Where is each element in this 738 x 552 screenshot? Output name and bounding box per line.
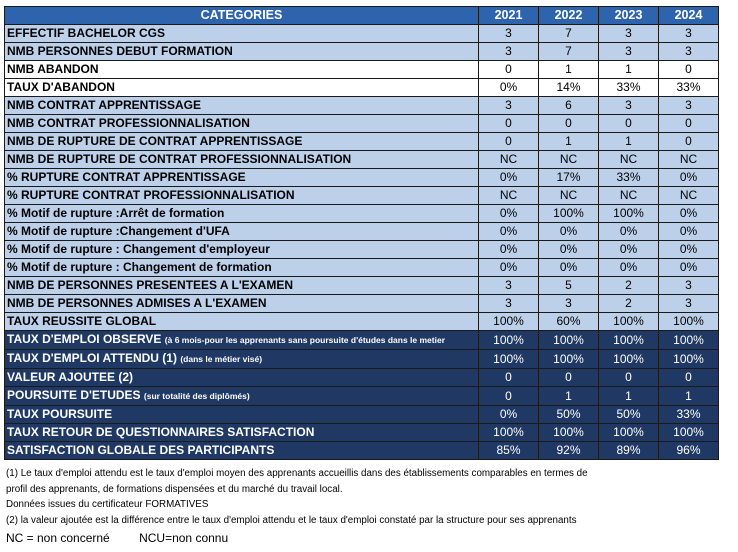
row-label: % Motif de rupture :Changement d'UFA bbox=[7, 224, 230, 238]
table-row bbox=[5, 295, 719, 313]
value-cell-2023: 50% bbox=[599, 406, 659, 424]
value-cell-2023: 0% bbox=[599, 223, 659, 241]
table-row bbox=[5, 313, 719, 331]
value-cell-2021: 0% bbox=[479, 169, 539, 187]
value-cell-2021: 100% bbox=[479, 313, 539, 331]
table-row bbox=[5, 277, 719, 295]
row-label: SATISFACTION GLOBALE DES PARTICIPANTS bbox=[7, 443, 275, 457]
table-row bbox=[5, 387, 719, 406]
row-label-cell bbox=[5, 387, 479, 406]
value-cell-2023: 2 bbox=[599, 277, 659, 295]
value-cell-2021: NC bbox=[479, 151, 539, 169]
footnote-line: (2) la valeur ajoutée est la différence entre le taux d'emploi attendu et le taux d'emploi constaté par la structure pour ses apprenants bbox=[6, 514, 577, 526]
row-label-cell bbox=[5, 25, 479, 43]
value-cell-2022: 1 bbox=[539, 133, 599, 151]
value-cell-2022: 7 bbox=[539, 43, 599, 61]
value-cell-2022: 6 bbox=[539, 97, 599, 115]
value-cell-2024: NC bbox=[659, 187, 719, 205]
row-label-cell bbox=[5, 295, 479, 313]
row-label-cell bbox=[5, 424, 479, 442]
value-cell-2021: 100% bbox=[479, 331, 539, 350]
value-cell-2022: 0% bbox=[539, 241, 599, 259]
row-label-cell bbox=[5, 223, 479, 241]
table-row bbox=[5, 43, 719, 61]
table-row bbox=[5, 369, 719, 387]
table-row bbox=[5, 406, 719, 424]
value-cell-2021: 3 bbox=[479, 25, 539, 43]
row-label-cell bbox=[5, 151, 479, 169]
value-cell-2022: 17% bbox=[539, 169, 599, 187]
value-cell-2022: 92% bbox=[539, 442, 599, 460]
value-cell-2022: 0 bbox=[539, 369, 599, 387]
row-label: NMB DE RUPTURE DE CONTRAT PROFESSIONNALISATION bbox=[7, 152, 352, 166]
footnote-line: Données issues du certificateur FORMATIVES bbox=[6, 499, 209, 510]
value-cell-2021: 0% bbox=[479, 205, 539, 223]
value-cell-2024: 33% bbox=[659, 406, 719, 424]
value-cell-2022: 60% bbox=[539, 313, 599, 331]
row-label-cell bbox=[5, 259, 479, 277]
row-label: TAUX RETOUR DE QUESTIONNAIRES SATISFACTION bbox=[7, 425, 315, 439]
value-cell-2023: 89% bbox=[599, 442, 659, 460]
row-label-note: (dans le métier visé) bbox=[180, 354, 263, 364]
row-label: NMB DE PERSONNES ADMISES A L'EXAMEN bbox=[7, 296, 267, 310]
value-cell-2021: 0% bbox=[479, 79, 539, 97]
value-cell-2024: 3 bbox=[659, 43, 719, 61]
table-row bbox=[5, 205, 719, 223]
value-cell-2023: 1 bbox=[599, 387, 659, 406]
row-label: % Motif de rupture :Arrêt de formation bbox=[7, 206, 225, 220]
value-cell-2021: 0% bbox=[479, 241, 539, 259]
row-label: NMB CONTRAT APPRENTISSAGE bbox=[7, 98, 202, 112]
row-label-cell bbox=[5, 205, 479, 223]
row-label-cell bbox=[5, 79, 479, 97]
table-row bbox=[5, 350, 719, 369]
value-cell-2024: 3 bbox=[659, 295, 719, 313]
row-label: TAUX D'EMPLOI OBSERVE bbox=[7, 332, 162, 346]
value-cell-2022: 50% bbox=[539, 406, 599, 424]
row-label: NMB DE RUPTURE DE CONTRAT APPRENTISSAGE bbox=[7, 134, 303, 148]
row-label-cell bbox=[5, 43, 479, 61]
value-cell-2022: 0 bbox=[539, 115, 599, 133]
row-label-cell bbox=[5, 350, 479, 369]
value-cell-2024: 0% bbox=[659, 259, 719, 277]
legend-ncu: NCU=non connu bbox=[139, 531, 229, 545]
value-cell-2023: 100% bbox=[599, 205, 659, 223]
row-label: NMB PERSONNES DEBUT FORMATION bbox=[7, 44, 233, 58]
value-cell-2023: 3 bbox=[599, 25, 659, 43]
value-cell-2024: 3 bbox=[659, 277, 719, 295]
value-cell-2023: 0% bbox=[599, 259, 659, 277]
value-cell-2021: 3 bbox=[479, 295, 539, 313]
value-cell-2023: 0 bbox=[599, 369, 659, 387]
value-cell-2021: 0 bbox=[479, 61, 539, 79]
row-label-cell bbox=[5, 331, 479, 350]
row-label-cell bbox=[5, 241, 479, 259]
row-label-cell bbox=[5, 97, 479, 115]
row-label-cell bbox=[5, 442, 479, 460]
header-year-2023: 2023 bbox=[599, 7, 659, 25]
row-label-cell bbox=[5, 313, 479, 331]
value-cell-2024: 0 bbox=[659, 115, 719, 133]
value-cell-2021: 85% bbox=[479, 442, 539, 460]
table-row bbox=[5, 223, 719, 241]
value-cell-2024: 100% bbox=[659, 350, 719, 369]
row-label: POURSUITE D'ETUDES bbox=[7, 388, 141, 402]
value-cell-2023: 100% bbox=[599, 424, 659, 442]
table-row bbox=[5, 151, 719, 169]
value-cell-2021: 100% bbox=[479, 424, 539, 442]
value-cell-2023: 100% bbox=[599, 331, 659, 350]
table-row bbox=[5, 331, 719, 350]
footnote-line: profil des apprenants, de formations dispensées et du marché du travail local. bbox=[6, 483, 343, 495]
table-row bbox=[5, 97, 719, 115]
value-cell-2022: 5 bbox=[539, 277, 599, 295]
value-cell-2023: 33% bbox=[599, 79, 659, 97]
value-cell-2024: 1 bbox=[659, 387, 719, 406]
value-cell-2022: 1 bbox=[539, 61, 599, 79]
row-label: NMB CONTRAT PROFESSIONNALISATION bbox=[7, 116, 250, 130]
value-cell-2024: 3 bbox=[659, 97, 719, 115]
value-cell-2024: 0 bbox=[659, 61, 719, 79]
value-cell-2021: 3 bbox=[479, 97, 539, 115]
value-cell-2024: 0% bbox=[659, 241, 719, 259]
value-cell-2022: 14% bbox=[539, 79, 599, 97]
value-cell-2021: 0 bbox=[479, 115, 539, 133]
row-label: EFFECTIF BACHELOR CGS bbox=[7, 26, 165, 40]
row-label-cell bbox=[5, 187, 479, 205]
row-label: NMB ABANDON bbox=[7, 62, 99, 76]
value-cell-2021: 3 bbox=[479, 277, 539, 295]
value-cell-2024: 100% bbox=[659, 331, 719, 350]
row-label-note: (sur totalité des diplômés) bbox=[143, 391, 250, 401]
value-cell-2023: 3 bbox=[599, 97, 659, 115]
value-cell-2021: NC bbox=[479, 187, 539, 205]
value-cell-2022: 1 bbox=[539, 387, 599, 406]
row-label-cell bbox=[5, 369, 479, 387]
row-label-cell bbox=[5, 169, 479, 187]
value-cell-2022: 100% bbox=[539, 205, 599, 223]
value-cell-2021: 3 bbox=[479, 43, 539, 61]
value-cell-2024: NC bbox=[659, 151, 719, 169]
footnotes bbox=[6, 466, 734, 528]
value-cell-2023: 1 bbox=[599, 61, 659, 79]
value-cell-2024: 96% bbox=[659, 442, 719, 460]
row-label: TAUX D'ABANDON bbox=[7, 80, 115, 94]
value-cell-2021: 0% bbox=[479, 406, 539, 424]
table-row bbox=[5, 115, 719, 133]
row-label-cell bbox=[5, 133, 479, 151]
value-cell-2021: 0 bbox=[479, 133, 539, 151]
value-cell-2023: 2 bbox=[599, 295, 659, 313]
table-body bbox=[5, 25, 719, 460]
table-row bbox=[5, 259, 719, 277]
value-cell-2022: 100% bbox=[539, 424, 599, 442]
value-cell-2024: 0% bbox=[659, 223, 719, 241]
row-label-cell bbox=[5, 406, 479, 424]
value-cell-2024: 100% bbox=[659, 313, 719, 331]
value-cell-2022: 0% bbox=[539, 223, 599, 241]
row-label: % Motif de rupture : Changement d'employeur bbox=[7, 242, 270, 256]
header-categories: CATEGORIES bbox=[5, 7, 479, 25]
value-cell-2022: NC bbox=[539, 151, 599, 169]
row-label: TAUX D'EMPLOI ATTENDU (1) bbox=[7, 351, 177, 365]
row-label: TAUX REUSSITE GLOBAL bbox=[7, 314, 157, 328]
value-cell-2023: 0 bbox=[599, 115, 659, 133]
value-cell-2023: NC bbox=[599, 187, 659, 205]
footnote-line: (1) Le taux d'emploi attendu est le taux d'emploi moyen des apprenants accueillis dans des établissements comparables en termes de bbox=[6, 468, 588, 479]
value-cell-2023: 3 bbox=[599, 43, 659, 61]
value-cell-2024: 100% bbox=[659, 424, 719, 442]
value-cell-2021: 0 bbox=[479, 387, 539, 406]
results-table-container bbox=[4, 6, 718, 460]
value-cell-2022: NC bbox=[539, 187, 599, 205]
row-label: % Motif de rupture : Changement de formation bbox=[7, 260, 272, 274]
row-label-cell bbox=[5, 115, 479, 133]
legend-nc: NC = non concerné bbox=[6, 531, 110, 545]
row-label: TAUX POURSUITE bbox=[7, 407, 113, 421]
value-cell-2022: 3 bbox=[539, 295, 599, 313]
value-cell-2024: 0 bbox=[659, 369, 719, 387]
table-row bbox=[5, 25, 719, 43]
value-cell-2022: 7 bbox=[539, 25, 599, 43]
value-cell-2023: 33% bbox=[599, 169, 659, 187]
table-row bbox=[5, 241, 719, 259]
table-header-row bbox=[5, 7, 719, 25]
header-year-2024: 2024 bbox=[659, 7, 719, 25]
row-label-cell bbox=[5, 277, 479, 295]
value-cell-2021: 0 bbox=[479, 369, 539, 387]
value-cell-2024: 0% bbox=[659, 169, 719, 187]
value-cell-2022: 100% bbox=[539, 350, 599, 369]
table-row bbox=[5, 169, 719, 187]
value-cell-2023: NC bbox=[599, 151, 659, 169]
value-cell-2021: 0% bbox=[479, 259, 539, 277]
value-cell-2023: 100% bbox=[599, 350, 659, 369]
value-cell-2021: 0% bbox=[479, 223, 539, 241]
row-label: % RUPTURE CONTRAT PROFESSIONNALISATION bbox=[7, 188, 295, 202]
row-label: NMB DE PERSONNES PRESENTEES A L'EXAMEN bbox=[7, 278, 294, 292]
value-cell-2023: 100% bbox=[599, 313, 659, 331]
table-row bbox=[5, 61, 719, 79]
value-cell-2024: 3 bbox=[659, 25, 719, 43]
row-label-note: (à 6 mois-pour les apprenants sans poursuite d'études dans le metier bbox=[164, 335, 446, 345]
results-table bbox=[4, 6, 719, 460]
row-label: % RUPTURE CONTRAT APPRENTISSAGE bbox=[7, 170, 246, 184]
table-row bbox=[5, 442, 719, 460]
row-label: VALEUR AJOUTEE (2) bbox=[7, 370, 134, 384]
header-year-2022: 2022 bbox=[539, 7, 599, 25]
value-cell-2023: 1 bbox=[599, 133, 659, 151]
table-row bbox=[5, 133, 719, 151]
abbreviation-legend bbox=[6, 531, 254, 545]
value-cell-2023: 0% bbox=[599, 241, 659, 259]
table-row bbox=[5, 187, 719, 205]
row-label-cell bbox=[5, 61, 479, 79]
table-row bbox=[5, 424, 719, 442]
value-cell-2024: 33% bbox=[659, 79, 719, 97]
header-year-2021: 2021 bbox=[479, 7, 539, 25]
value-cell-2022: 0% bbox=[539, 259, 599, 277]
value-cell-2024: 0 bbox=[659, 133, 719, 151]
value-cell-2022: 100% bbox=[539, 331, 599, 350]
table-row bbox=[5, 79, 719, 97]
value-cell-2024: 0% bbox=[659, 205, 719, 223]
value-cell-2021: 100% bbox=[479, 350, 539, 369]
